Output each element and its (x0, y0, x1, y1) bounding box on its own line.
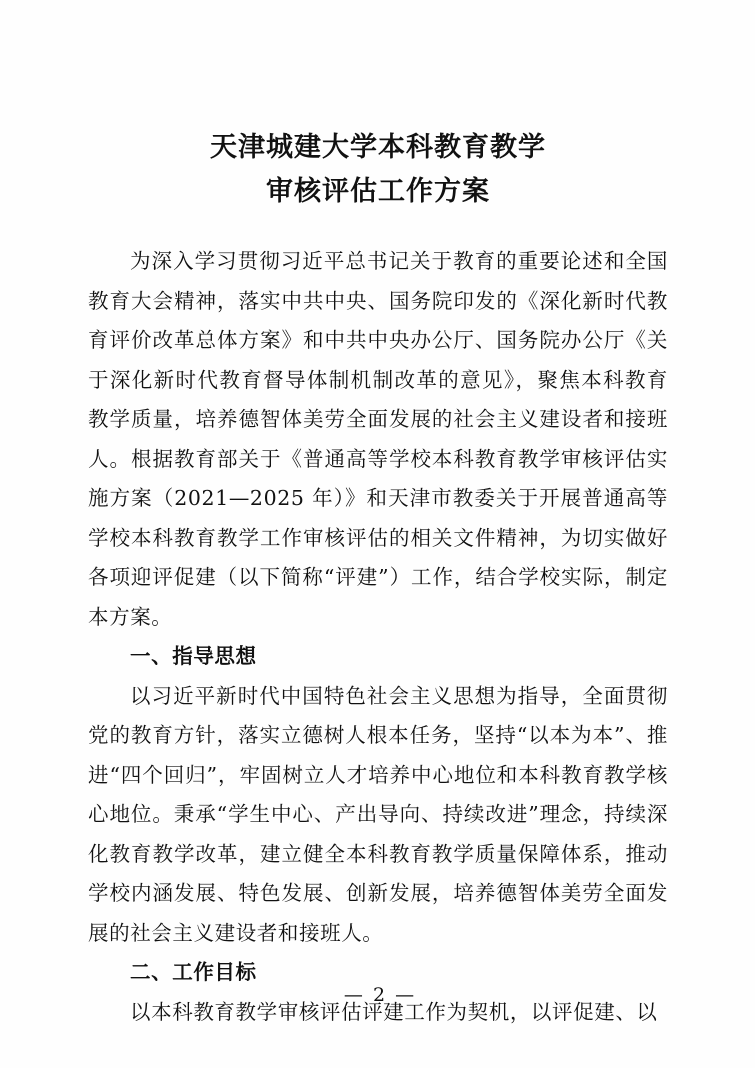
page-number-text: — 2 — (343, 984, 417, 1006)
paragraph-intro: 为深入学习贯彻习近平总书记关于教育的重要论述和全国教育大会精神，落实中共中央、国务院印发的《深化新时代教育评价改革总体方案》和中共中央办公厅、国务院办公厅《关于深化新时代教育督导体制机制改革的意见》，聚焦本科教育教学质量，培养德智体美劳全面发展的社会主义建设者和接班人。根据教育部关于《普通高等学校本科教育教学审核评估实施方案（2021—2025 年）》和天津市教委关于开展普通高等学校本科教育教学工作审核评估的相关文件精神，为切实做好各项迎评促建（以下简称“评建”）工作，结合学校实际，制定本方案。 (88, 249, 668, 629)
section-heading-guiding-ideology: 一、指导思想 (130, 644, 257, 668)
paragraph-guiding-ideology: 以习近平新时代中国特色社会主义思想为指导，全面贯彻党的教育方针，落实立德树人根本任务，坚持“以本为本”、推进“四个回归”，牢固树立人才培养中心地位和本科教育教学核心地位。秉承“学生中心、产出导向、持续改进”理念，持续深化教育教学改革，建立健全本科教育教学质量保障体系，推动学校内涵发展、特色发展、创新发展，培养德智体美劳全面发展的社会主义建设者和接班人。 (88, 683, 668, 945)
page-title-line-2: 审核评估工作方案 (266, 176, 490, 207)
page-number (0, 984, 755, 1006)
paragraph-work-goals: 以本科教育教学审核评估评建工作为契机，以评促建、以 (130, 999, 658, 1024)
section-heading-work-goals: 二、工作目标 (130, 960, 257, 984)
page-title-line-1: 天津城建大学本科教育教学 (210, 132, 546, 163)
document-content (88, 0, 668, 1032)
page-title (88, 126, 668, 214)
